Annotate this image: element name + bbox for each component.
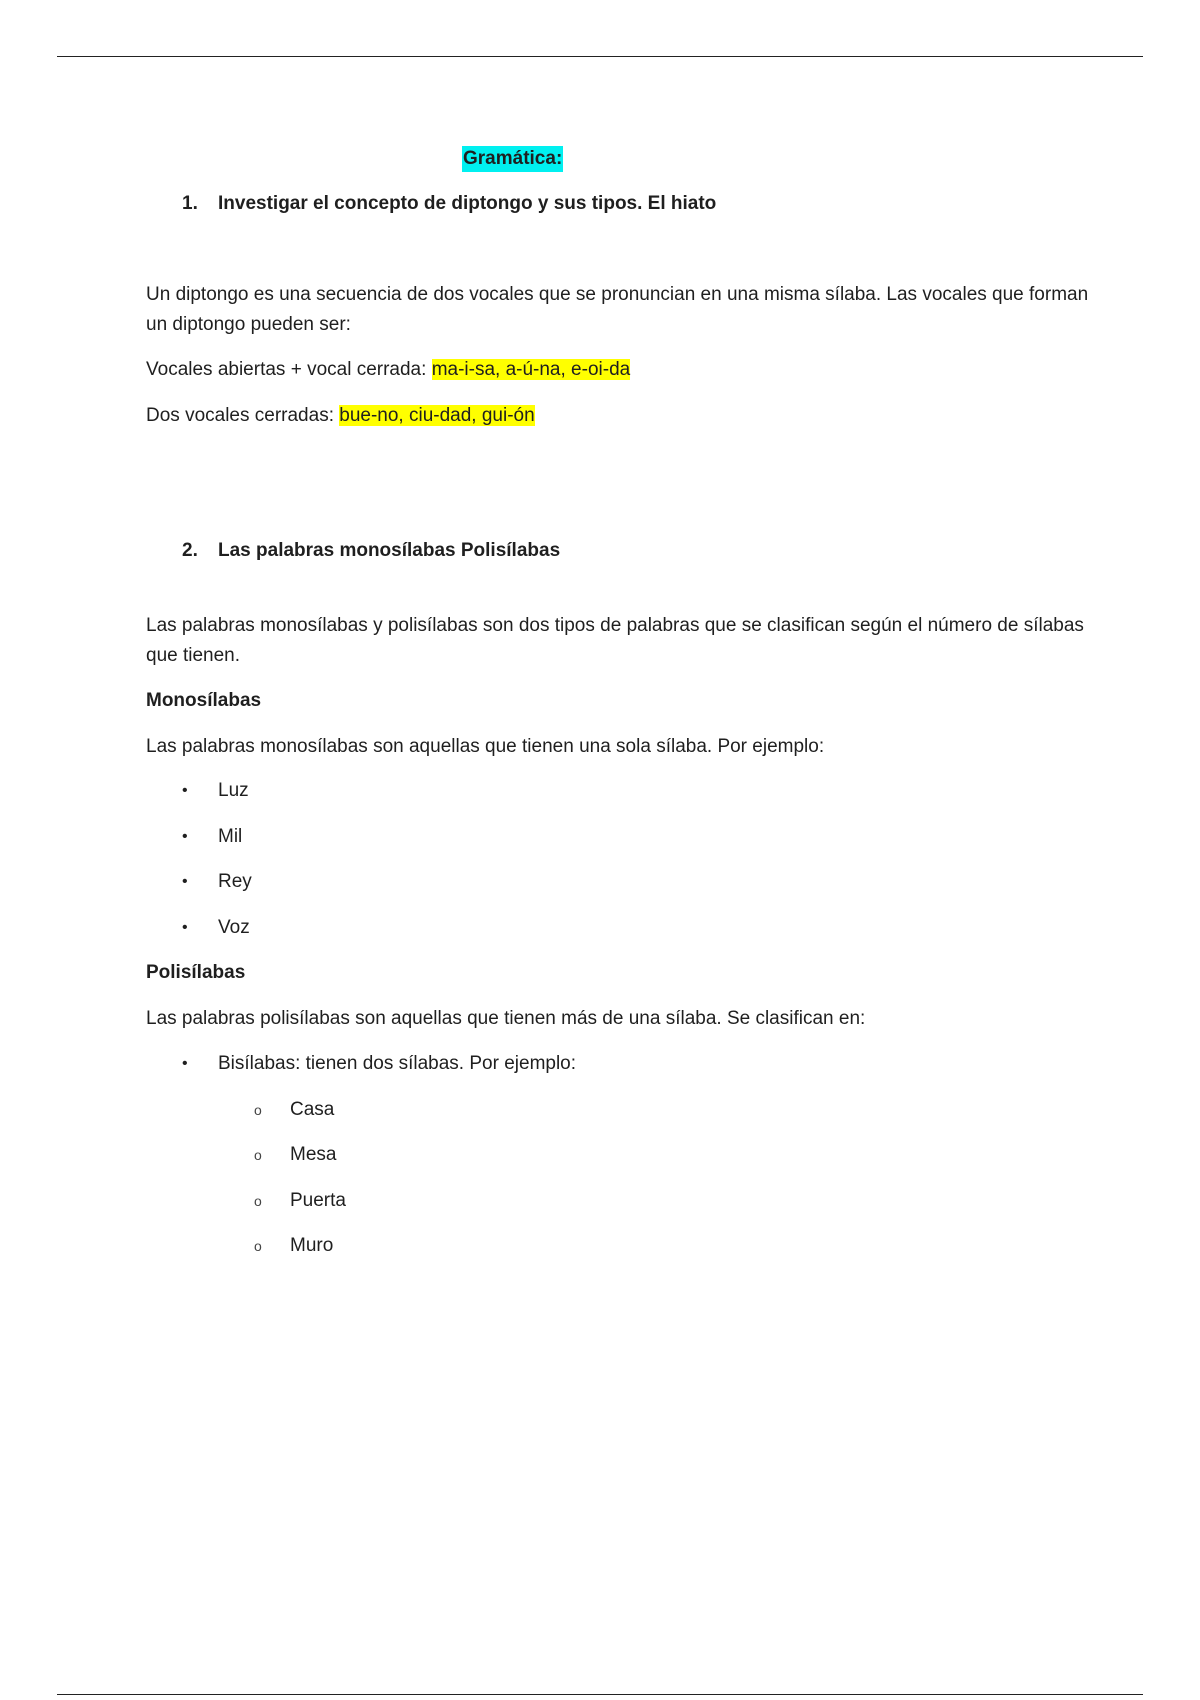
diphthong-closed-examples: bue-no, ciu-dad, gui-ón: [339, 405, 535, 426]
diphthong-closed-label: Dos vocales cerradas:: [146, 405, 340, 426]
top-rule: [57, 56, 1143, 57]
section-2-heading: [182, 539, 1082, 565]
monosilabas-text: Las palabras monosílabas son aquellas que tienen una sola sílaba. Por ejemplo:: [146, 736, 825, 757]
bisilabas-item: Bisílabas: tienen dos sílabas. Por ejemplo:: [218, 1053, 577, 1074]
document-title: Gramática:: [462, 146, 563, 172]
polisilabas-heading: Polisílabas: [146, 962, 246, 983]
bottom-rule: [57, 1694, 1143, 1695]
list-item: [0, 916, 600, 940]
circle-bullet-icon: o: [254, 1238, 262, 1254]
bisilabas-example: Puerta: [290, 1190, 346, 1211]
diphthong-line-closed: [146, 403, 535, 429]
bullet-icon: •: [182, 1055, 188, 1072]
diphthong-open-examples: ma-i-sa, a-ú-na, e-oi-da: [431, 359, 631, 380]
circle-bullet-icon: o: [254, 1147, 262, 1163]
section-1-number: 1.: [182, 193, 198, 214]
list-item: [0, 870, 600, 894]
list-item: [0, 825, 600, 849]
bisilabas-example: Casa: [290, 1099, 335, 1120]
mono-example: Luz: [218, 780, 249, 801]
circle-bullet-icon: o: [254, 1193, 262, 1209]
mono-example: Voz: [218, 917, 250, 938]
list-item: [0, 1234, 600, 1258]
bullet-icon: •: [182, 782, 188, 799]
mono-example: Mil: [218, 826, 243, 847]
polisilabas-text: Las palabras polisílabas son aquellas que tienen más de una sílaba. Se clasifican en:: [146, 1008, 866, 1029]
section-1-heading: [182, 192, 1082, 218]
bullet-icon: •: [182, 873, 188, 890]
section-2-paragraph: Las palabras monosílabas y polisílabas son dos tipos de palabras que se clasifican según el número de sílabas que tienen.: [146, 615, 1084, 666]
section-1-heading-text: Investigar el concepto de diptongo y sus tipos. El hiato: [218, 193, 717, 214]
bullet-icon: •: [182, 919, 188, 936]
diphthong-line-open: [146, 357, 630, 383]
section-1-paragraph: Un diptongo es una secuencia de dos vocales que se pronuncian en una misma sílaba. Las vocales que forman un diptongo pueden ser:: [146, 284, 1089, 335]
circle-bullet-icon: o: [254, 1102, 262, 1118]
bisilabas-example: Mesa: [290, 1144, 337, 1165]
section-2-heading-text: Las palabras monosílabas Polisílabas: [218, 540, 561, 561]
bisilabas-example: Muro: [290, 1235, 334, 1256]
monosilabas-heading: Monosílabas: [146, 690, 262, 711]
section-2-number: 2.: [182, 540, 198, 561]
list-item: [0, 1143, 600, 1167]
list-item: [0, 1052, 800, 1076]
bullet-icon: •: [182, 828, 188, 845]
list-item: [0, 1098, 600, 1122]
mono-example: Rey: [218, 871, 252, 892]
list-item: [0, 1189, 600, 1213]
list-item: [0, 779, 600, 803]
diphthong-open-label: Vocales abiertas + vocal cerrada:: [146, 359, 432, 380]
